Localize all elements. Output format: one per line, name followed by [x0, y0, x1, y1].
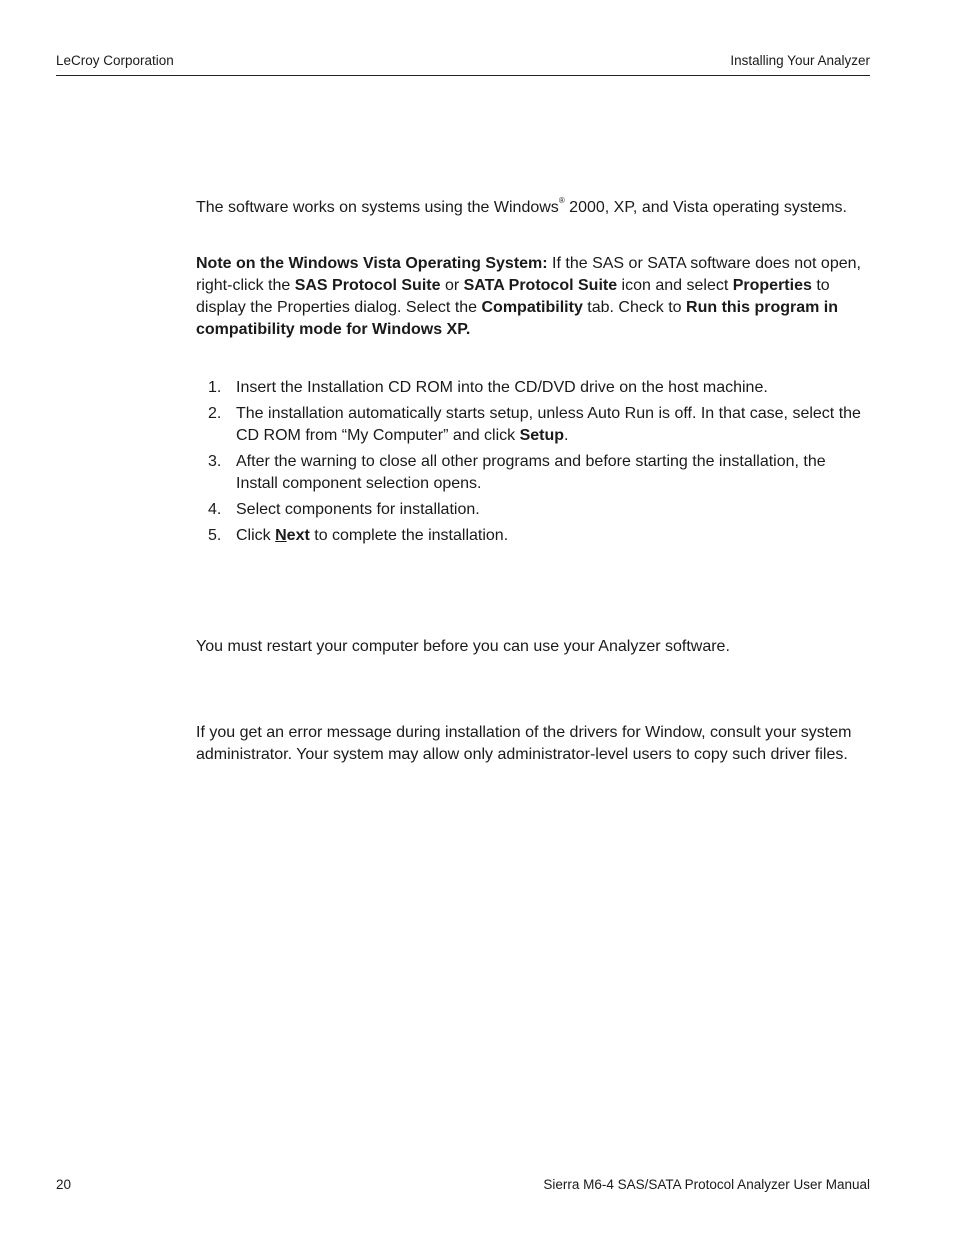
intro-text: The software works on systems using the Windows — [196, 199, 559, 216]
note-bold: Compatibility — [481, 299, 583, 316]
step-number: 5. — [208, 527, 222, 544]
installation-steps — [208, 377, 870, 551]
note-text: icon and select — [617, 277, 733, 294]
list-item — [208, 377, 870, 399]
note-bold: SAS Protocol Suite — [294, 277, 441, 294]
list-item — [208, 499, 870, 521]
step-text: Select components for installation. — [236, 501, 480, 518]
step-tail: to complete the installation. — [309, 527, 509, 544]
page-number: 20 — [56, 1177, 72, 1192]
vista-note-paragraph — [196, 253, 870, 341]
step-text: The installation automatically starts setup, unless Auto Run is off. In that case, select the CD ROM from “My Computer” and click — [236, 405, 861, 444]
note-text: or — [440, 277, 464, 294]
intro-paragraph — [196, 197, 870, 219]
header-company: LeCroy Corporation — [56, 53, 174, 68]
registered-mark: ® — [558, 196, 565, 205]
step-tail: . — [564, 427, 569, 444]
next-accelerator: N — [275, 527, 287, 544]
list-item — [208, 403, 870, 447]
intro-text-end: 2000, XP, and Vista operating systems. — [564, 199, 847, 216]
note-bold: Properties — [732, 277, 812, 294]
list-item — [208, 525, 870, 547]
step-number: 3. — [208, 453, 222, 470]
step-bold: ext — [286, 527, 310, 544]
note-text: to display the Properties dialog. Select the — [196, 277, 830, 316]
header-section-title: Installing Your Analyzer — [730, 53, 870, 68]
driver-error-paragraph: If you get an error message during installation of the drivers for Window, consult your system administrator. Your system may allow only administrator-level users to copy such driver files. — [196, 724, 852, 763]
step-bold: Setup — [519, 427, 565, 444]
note-lead: Note on the Windows Vista Operating System: — [196, 255, 548, 272]
note-text: If the SAS or SATA software does not open, right-click the — [196, 255, 861, 294]
step-number: 1. — [208, 379, 222, 396]
step-text: Click — [236, 527, 276, 544]
footer-manual-title: Sierra M6-4 SAS/SATA Protocol Analyzer User Manual — [543, 1177, 870, 1192]
step-text: Insert the Installation CD ROM into the CD/DVD drive on the host machine. — [236, 379, 768, 396]
step-text: After the warning to close all other programs and before starting the installation, the Install component selection opens. — [236, 453, 826, 492]
page-header — [56, 53, 870, 76]
note-bold: SATA Protocol Suite — [463, 277, 618, 294]
step-number: 4. — [208, 501, 222, 518]
step-number: 2. — [208, 405, 222, 422]
note-text: tab. Check to — [582, 299, 687, 316]
restart-paragraph: You must restart your computer before you can use your Analyzer software. — [196, 638, 730, 655]
note-bold: Run this program in compatibility mode for Windows XP. — [196, 299, 839, 338]
list-item — [208, 451, 870, 495]
